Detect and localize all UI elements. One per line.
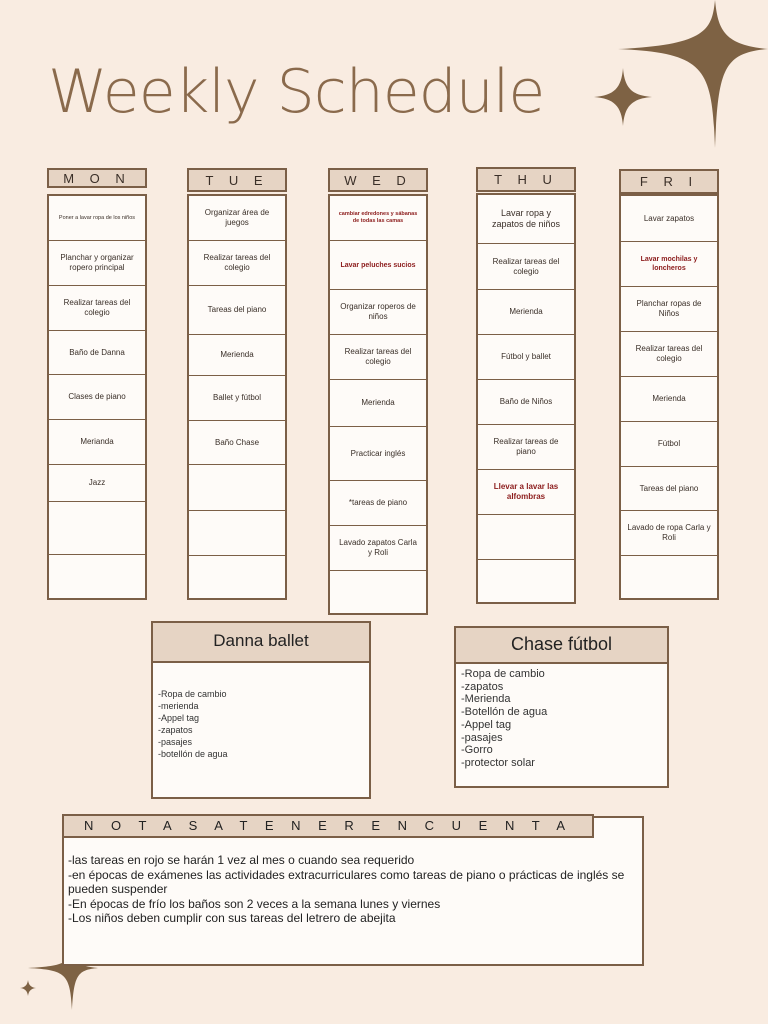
list-item: -zapatos: [461, 680, 504, 693]
task-cell: Realizar tareas de piano: [478, 424, 574, 469]
task-cell: Tareas del piano: [189, 285, 285, 334]
note-item: -Los niños deben cumplir con sus tareas del letrero de abejita: [68, 911, 396, 925]
list-item: -protector solar: [461, 756, 535, 769]
task-cell: Baño Chase: [189, 420, 285, 464]
chase-items-list: [456, 668, 667, 770]
task-cell: cambiar edredones y sábanas de todas las camas: [338, 211, 418, 224]
day-column-tue: [187, 168, 287, 600]
task-cell: Merienda: [189, 334, 285, 375]
day-task-list: [187, 194, 287, 600]
task-cell: Fútbol: [621, 421, 717, 466]
task-cell: Lavado zapatos Carla y Roli: [330, 525, 426, 570]
day-column-mon: [47, 168, 147, 600]
task-cell: [478, 514, 574, 559]
day-header: T H U: [476, 167, 576, 192]
task-cell: Merienda: [330, 379, 426, 426]
day-task-list: [47, 194, 147, 600]
task-cell: Organizar roperos de niños: [330, 289, 426, 334]
task-cell: Lavar mochilas y loncheros: [621, 241, 717, 286]
day-task-list: [328, 194, 428, 615]
task-cell: Ballet y fútbol: [189, 375, 285, 420]
danna-ballet-box: [151, 621, 371, 799]
day-header: F R I: [619, 169, 719, 194]
list-item: -Merienda: [461, 693, 511, 706]
task-cell: [330, 570, 426, 615]
task-cell: Planchar ropas de Niños: [621, 286, 717, 331]
task-cell: Realizar tareas del colegio: [478, 243, 574, 289]
task-cell: Lavar zapatos: [643, 213, 695, 223]
task-cell: [189, 510, 285, 555]
task-cell: *tareas de piano: [330, 480, 426, 525]
box-title: Chase fútbol: [456, 628, 667, 664]
task-cell: Realizar tareas del colegio: [330, 334, 426, 379]
day-header: M O N: [47, 168, 147, 188]
box-title: Danna ballet: [153, 623, 369, 663]
task-cell: Tareas del piano: [621, 466, 717, 510]
task-cell: Fútbol y ballet: [478, 334, 574, 379]
notes-list: [68, 853, 642, 926]
task-cell: Llevar a lavar las alfombras: [478, 469, 574, 514]
task-cell: Clases de piano: [49, 374, 145, 419]
task-cell: [189, 464, 285, 510]
day-column-fri: [619, 169, 719, 600]
task-cell: Poner a lavar ropa de los niños: [58, 214, 136, 221]
task-cell: Lavar peluches sucios: [330, 240, 426, 289]
sparkle-star-icon: [594, 68, 652, 126]
list-item: -Ropa de cambio: [158, 689, 227, 699]
note-item: -En épocas de frío los baños son 2 veces a la semana lunes y viernes: [68, 896, 441, 911]
list-item: -Ropa de cambio: [461, 668, 545, 680]
note-item: -las tareas en rojo se harán 1 vez al mes o cuando sea requerido: [68, 853, 415, 867]
task-cell: Lavado de ropa Carla y Roli: [621, 510, 717, 555]
notes-title: N O T A S A T E N E R E N C U E N T A: [62, 814, 594, 838]
list-item: -pasajes: [158, 737, 193, 747]
day-header: T U E: [187, 168, 287, 192]
task-cell: [49, 554, 145, 600]
day-column-wed: [328, 168, 428, 615]
day-header: W E D: [328, 168, 428, 192]
sparkle-star-icon: [20, 980, 36, 996]
list-item: -pasajes: [461, 731, 503, 744]
list-item: -merienda: [158, 701, 199, 711]
list-item: -Botellón de agua: [461, 706, 548, 719]
list-item: -Gorro: [461, 744, 493, 757]
task-cell: Lavar ropa y zapatos de niños: [491, 208, 561, 229]
task-cell: Organizar área de juegos: [204, 208, 270, 227]
task-cell: [478, 559, 574, 604]
list-item: -Appel tag: [461, 718, 512, 731]
task-cell: Realizar tareas del colegio: [49, 285, 145, 330]
task-cell: [621, 555, 717, 600]
day-task-list: [619, 194, 719, 600]
page-title: Weekly Schedule: [48, 57, 545, 127]
note-item: -en épocas de exámenes las actividades extracurriculares como tareas de piano o prácticas de inglés se pueden suspender: [68, 867, 625, 896]
list-item: -botellón de agua: [158, 749, 228, 759]
task-cell: [49, 501, 145, 554]
task-cell: Merienda: [478, 289, 574, 334]
chase-futbol-box: [454, 626, 669, 788]
list-item: -zapatos: [158, 725, 193, 735]
task-cell: Realizar tareas del colegio: [189, 240, 285, 285]
task-cell: Merianda: [49, 419, 145, 464]
task-cell: Baño de Danna: [49, 330, 145, 374]
day-task-list: [476, 193, 576, 604]
task-cell: Planchar y organizar ropero principal: [49, 240, 145, 285]
list-item: -Appel tag: [158, 713, 200, 723]
task-cell: Practicar inglés: [330, 426, 426, 480]
task-cell: [189, 555, 285, 600]
task-cell: Realizar tareas del colegio: [621, 331, 717, 376]
day-column-thu: [476, 167, 576, 604]
task-cell: Jazz: [49, 464, 145, 501]
danna-items-list: [153, 688, 369, 760]
task-cell: Merienda: [621, 376, 717, 421]
task-cell: Baño de Niños: [478, 379, 574, 424]
